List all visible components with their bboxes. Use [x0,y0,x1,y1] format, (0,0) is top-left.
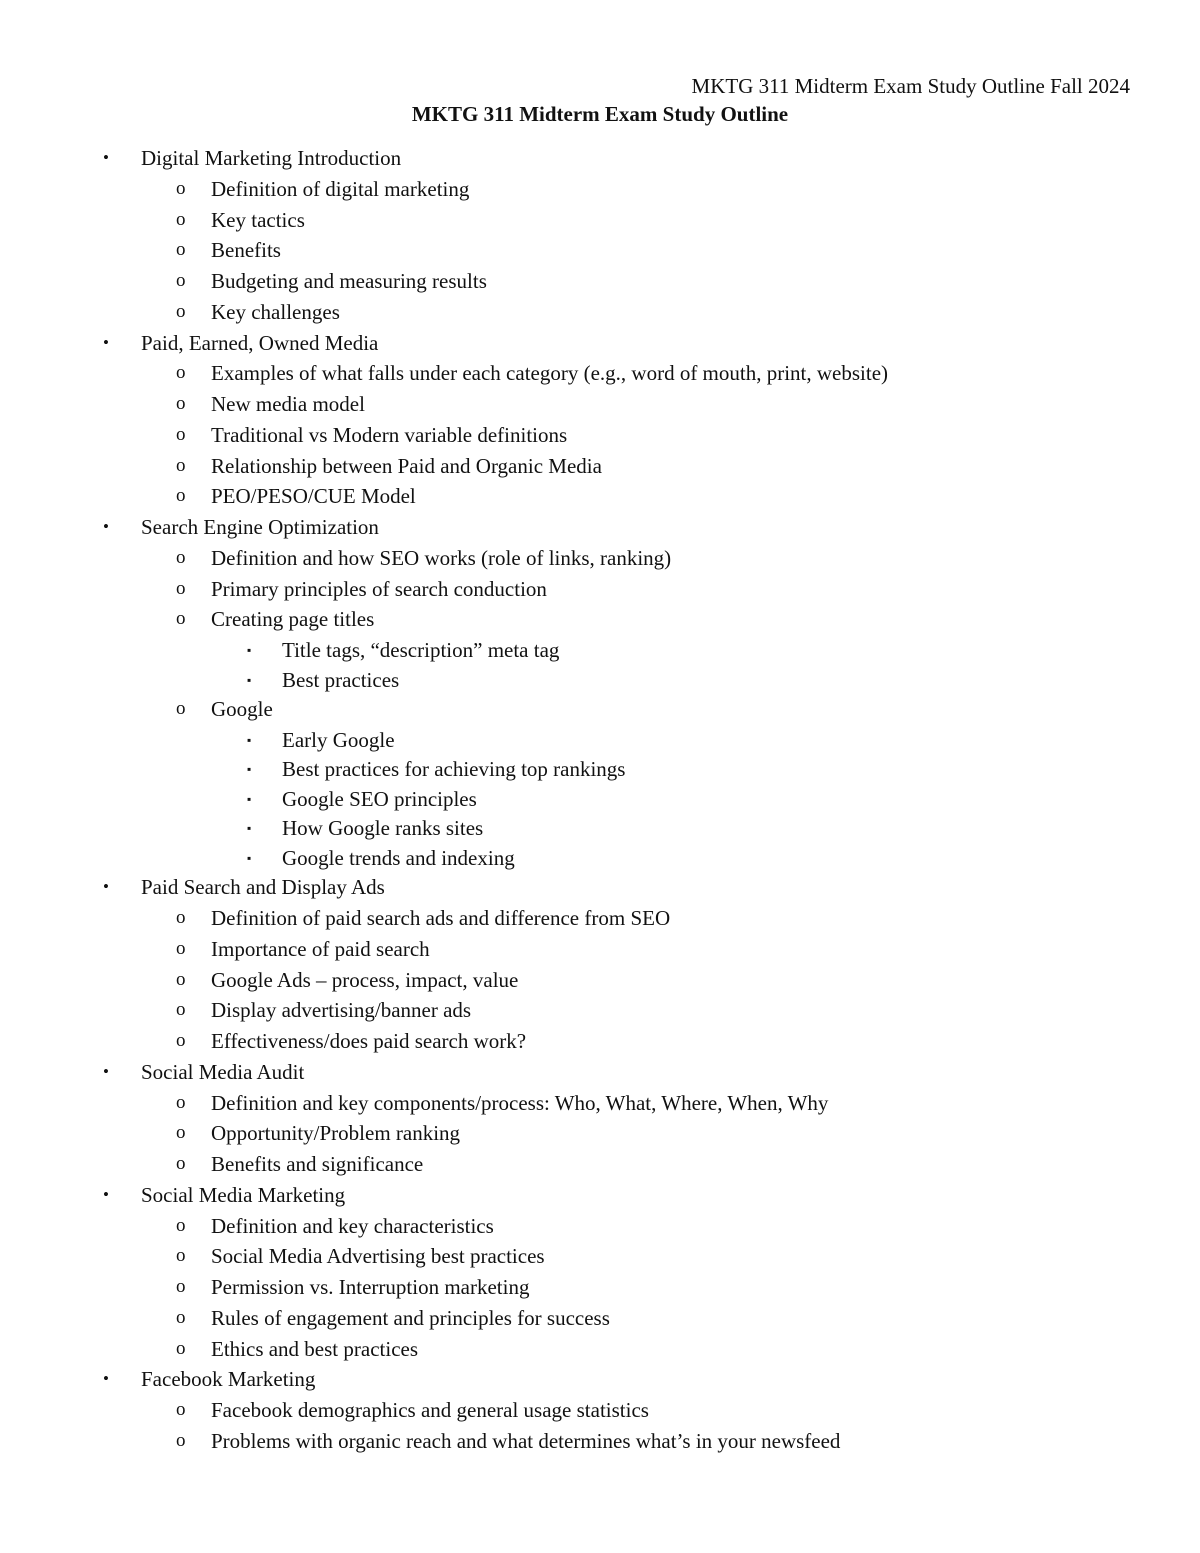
outline-item-level-3 [0,725,1200,755]
outline-item-text: Early Google [282,727,395,752]
bullet-marker: • [103,517,109,536]
bullet-marker: o [176,907,186,928]
outline-item-text: Opportunity/Problem ranking [211,1121,461,1146]
outline-item-text: Definition and key components/process: Who, What, Where, When, Why [211,1090,829,1115]
bullet-marker: o [176,1429,186,1451]
bullet-marker: o [176,239,186,261]
bullet-marker: o [176,1399,186,1420]
bullet-marker: o [176,454,186,476]
bullet-marker: o [176,937,186,959]
bullet-marker: o [176,1030,186,1051]
outline-item-level-2 [0,1211,1200,1242]
outline-item-text: Traditional vs Modern variable definitions [211,422,568,447]
outline-item-level-1 [0,1057,1200,1088]
outline-item-level-2 [0,481,1200,512]
bullet-marker: o [176,1214,186,1236]
outline-item-text: Definition and key characteristics [211,1213,494,1238]
outline-item-text: Primary principles of search conduction [211,576,547,601]
bullet-marker: o [176,177,186,199]
outline-item-level-3 [0,813,1200,843]
outline-item-text: Paid Search and Display Ads [141,875,385,900]
outline-item-text: Creating page titles [211,607,375,632]
bullet-marker: o [176,608,186,630]
outline-item-text: Definition of paid search ads and difference from SEO [211,906,671,930]
study-outline [0,143,1200,1457]
outline-item-level-2 [0,965,1200,996]
outline-item-level-2 [0,358,1200,389]
bullet-marker: o [176,1091,186,1113]
outline-item-level-3 [0,754,1200,784]
outline-item-level-2 [0,694,1200,725]
outline-item-level-2 [0,1334,1200,1365]
outline-item-text: Google [211,697,273,721]
bullet-marker: o [176,999,186,1021]
outline-item-text: Definition of digital marketing [211,176,470,201]
bullet-marker: ▪ [247,762,252,777]
outline-item-text: Social Media Audit [141,1059,305,1084]
outline-item-level-2 [0,451,1200,482]
outline-item-text: Social Media Advertising best practices [211,1244,545,1269]
bullet-marker: • [103,877,109,897]
outline-item-level-2 [0,389,1200,420]
outline-item-level-1 [0,512,1200,543]
outline-item-text: Benefits and significance [211,1152,424,1176]
outline-item-level-3 [0,843,1200,873]
outline-item-level-3 [0,665,1200,695]
outline-item-level-2 [0,1149,1200,1180]
outline-item-text: Importance of paid search [211,936,430,961]
outline-item-level-2 [0,1426,1200,1457]
bullet-marker: o [176,1245,186,1267]
outline-item-text: Best practices [282,667,400,692]
outline-item-text: Key challenges [211,299,340,324]
outline-item-level-2 [0,235,1200,266]
outline-item-level-1 [0,1364,1200,1395]
outline-item-text: Facebook demographics and general usage statistics [211,1398,649,1422]
bullet-marker: o [176,577,186,599]
outline-item-text: Digital Marketing Introduction [141,146,402,170]
bullet-marker: o [176,485,186,507]
bullet-marker: ▪ [247,850,252,865]
bullet-marker: • [103,1369,109,1389]
outline-item-level-2 [0,1272,1200,1303]
outline-item-text: Paid, Earned, Owned Media [141,330,379,355]
outline-item-text: Problems with organic reach and what determines what’s in your newsfeed [211,1428,841,1453]
outline-item-text: Google Ads – process, impact, value [211,967,519,992]
outline-item-text: Ethics and best practices [211,1336,419,1361]
outline-item-text: Relationship between Paid and Organic Media [211,453,602,478]
outline-item-level-2 [0,1303,1200,1334]
outline-item-text: Search Engine Optimization [141,515,379,539]
bullet-marker: ▪ [247,791,252,806]
outline-item-level-2 [0,934,1200,965]
outline-item-level-1 [0,328,1200,359]
outline-item-text: Key tactics [211,207,305,232]
outline-item-text: Google SEO principles [282,786,477,811]
outline-item-text: Budgeting and measuring results [211,269,487,293]
outline-item-text: Effectiveness/does paid search work? [211,1029,527,1053]
outline-item-level-2 [0,1026,1200,1057]
page-title: MKTG 311 Midterm Exam Study Outline [411,102,789,126]
outline-item-text: Display advertising/banner ads [211,998,472,1023]
outline-item-text: Social Media Marketing [141,1182,346,1207]
outline-item-level-2 [0,1395,1200,1426]
bullet-marker: o [176,1122,186,1144]
outline-item-level-2 [0,1118,1200,1149]
bullet-marker: o [176,1306,186,1328]
bullet-marker: ▪ [247,643,252,657]
bullet-marker: ▪ [247,821,252,836]
bullet-marker: o [176,1276,186,1297]
outline-item-level-2 [0,297,1200,328]
bullet-marker: • [103,1184,109,1204]
bullet-marker: o [176,393,186,414]
outline-item-text: Facebook Marketing [141,1367,316,1392]
bullet-marker: o [176,208,186,230]
bullet-marker: ▪ [247,732,252,747]
bullet-marker: o [176,546,186,568]
bullet-marker: • [103,1061,109,1081]
outline-item-level-1 [0,143,1200,174]
outline-item-text: New media model [211,392,365,416]
outline-item-level-3 [0,784,1200,814]
outline-item-text: How Google ranks sites [282,816,484,841]
bullet-marker: o [176,300,186,322]
outline-item-text: Google trends and indexing [282,845,515,870]
outline-item-level-2 [0,574,1200,605]
outline-item-level-2 [0,420,1200,451]
outline-item-text: PEO/PESO/CUE Model [211,484,416,509]
outline-item-level-2 [0,1088,1200,1119]
bullet-marker: o [176,1337,186,1359]
outline-item-level-2 [0,543,1200,574]
outline-item-level-2 [0,174,1200,205]
outline-item-level-2 [0,903,1200,934]
bullet-marker: • [103,332,109,352]
outline-item-level-2 [0,995,1200,1026]
bullet-marker: o [176,423,186,445]
outline-item-level-2 [0,266,1200,297]
bullet-marker: o [176,1153,186,1174]
outline-item-level-1 [0,872,1200,903]
outline-item-text: Permission vs. Interruption marketing [211,1275,530,1299]
bullet-marker: o [176,698,186,719]
outline-item-level-1 [0,1180,1200,1211]
outline-item-text: Title tags, “description” meta tag [282,638,560,662]
outline-item-text: Benefits [211,238,281,263]
outline-item-level-2 [0,1241,1200,1272]
bullet-marker: • [103,148,109,167]
running-header: MKTG 311 Midterm Exam Study Outline Fall 2024 [691,74,1130,98]
outline-item-level-2 [0,205,1200,236]
outline-item-level-2 [0,604,1200,635]
bullet-marker: o [176,270,186,291]
bullet-marker: ▪ [247,672,252,687]
outline-item-text: Best practices for achieving top rankings [282,757,626,782]
bullet-marker: o [176,362,186,384]
outline-item-text: Examples of what falls under each category (e.g., word of mouth, print, website) [211,361,889,386]
outline-item-level-3 [0,635,1200,665]
bullet-marker: o [176,968,186,990]
outline-item-text: Rules of engagement and principles for success [211,1305,610,1330]
outline-item-text: Definition and how SEO works (role of links, ranking) [211,545,672,570]
